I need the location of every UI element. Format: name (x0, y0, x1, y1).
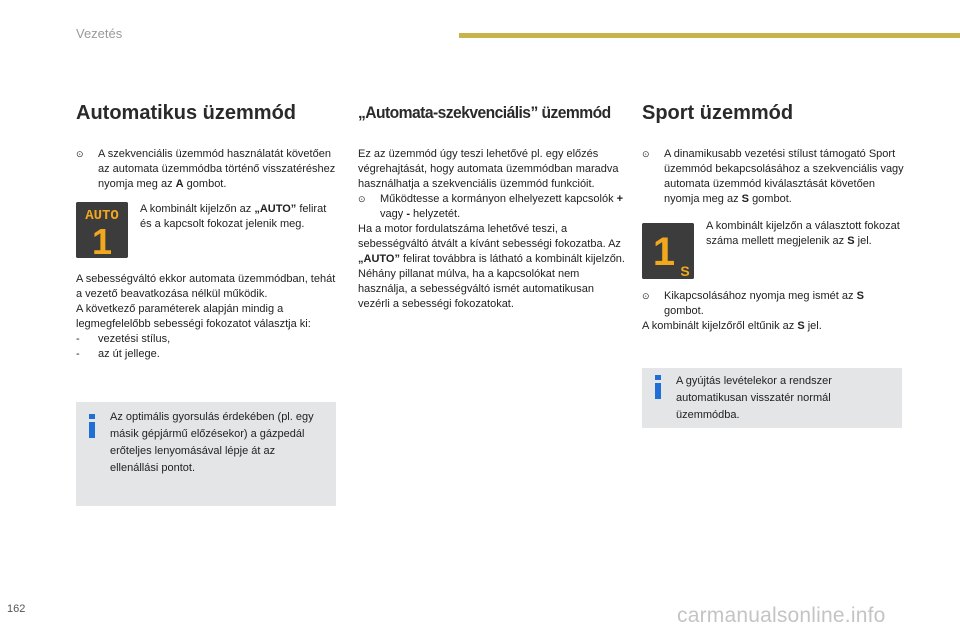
text: helyzetét. (413, 208, 461, 220)
bullet-sport-off (642, 289, 904, 319)
list-item (76, 332, 338, 347)
display-row-auto (76, 202, 338, 258)
bullet-icon: ⊙ (642, 149, 650, 159)
key-label: S (856, 290, 864, 302)
dash: - (76, 348, 80, 360)
minus-label: - (406, 208, 410, 220)
info-text: A gyújtás levételekor a rendszer automatikusan visszatér normál üzemmódba. (676, 375, 832, 421)
display-gear-number: 1 (652, 230, 676, 274)
text: gombot. (752, 193, 792, 205)
bullet-icon: ⊙ (76, 149, 84, 159)
bullet-return-automatic (76, 147, 338, 192)
watermark: carmanualsonline.info (677, 604, 886, 627)
text: Működtesse a kormányon elhelyezett kapcsolók (380, 193, 614, 205)
text: A kombinált kijelzőn a választott fokozat száma mellett megjelenik az (706, 220, 900, 247)
text: gombot. (664, 305, 704, 317)
auto-label: „AUTO” (254, 203, 297, 215)
info-box-ignition (642, 368, 902, 428)
sport-label: S (847, 235, 855, 247)
key-label: A (175, 178, 184, 190)
dash: - (76, 333, 80, 345)
auto-display-icon (76, 202, 128, 258)
info-icon (88, 414, 96, 438)
display-auto-label: AUTO (85, 208, 119, 224)
text: vagy (380, 208, 404, 220)
bullet-paddles (358, 192, 626, 222)
text: felirat továbbra is látható a kombinált kijelzőn. (403, 253, 625, 265)
heading-sport-mode: Sport üzemmód (642, 102, 794, 124)
text: A kombinált kijelzőről eltűnik az (642, 320, 795, 332)
display-sport-label: S (680, 263, 690, 279)
sport-label: S (797, 320, 805, 332)
bullet-sport-on (642, 147, 904, 207)
paragraph-return: Néhány pillanat múlva, ha a kapcsolókat nem használja, a sebességváltó ismét automatikusan vezérli a sebességi fokozatokat. (358, 268, 595, 310)
text: felirat és a kapcsolt fokozat jelenik meg. (140, 203, 327, 230)
text: vezetési stílus, (98, 333, 171, 345)
plus-label: + (616, 193, 624, 205)
paragraph-automatic: A sebességváltó ekkor automata üzemmódban, tehát a vezető beavatkozása nélkül működik. (76, 273, 336, 300)
text: az út jellege. (98, 348, 160, 360)
bullet-icon: ⊙ (642, 291, 650, 301)
display-row-sport (642, 219, 904, 279)
bullet-icon: ⊙ (358, 194, 366, 204)
key-label: S (741, 193, 749, 205)
sport-display-icon (642, 223, 694, 279)
column-sport-mode (642, 100, 904, 334)
header-divider (459, 33, 960, 38)
paragraph-engine-speed (358, 222, 626, 267)
heading-automatic-sequential: „Automata-szekvenciális” üzemmód (358, 103, 611, 122)
section-title: Vezetés (76, 26, 123, 41)
text: jel. (857, 235, 872, 247)
text: jel. (807, 320, 822, 332)
column-automatic-sequential (358, 100, 626, 312)
info-box-acceleration (76, 402, 336, 506)
info-icon (654, 375, 662, 399)
text: A kombinált kijelzőn az (140, 203, 252, 215)
auto-label: „AUTO” (358, 253, 400, 265)
paragraph-intro: Ez az üzemmód úgy teszi lehetővé pl. egy előzés végrehajtását, hogy automata üzemmódban maradva használhatja a szekvenciális üzemmód funkcióit. (358, 148, 619, 190)
text: Kikapcsolásához nyomja meg ismét az (664, 290, 854, 302)
column-automatic-mode (76, 100, 338, 362)
text: A szekvenciális üzemmód használatát követően az automata üzemmódba történő visszatéréshez nyomja meg az (98, 148, 336, 190)
text: gombot. (186, 178, 227, 190)
display-gear-number: 1 (91, 221, 113, 258)
heading-automatic-mode: Automatikus üzemmód (76, 102, 297, 124)
text: Ha a motor fordulatszáma lehetővé teszi, a sebességváltó átvált a kívánt sebességi fokozatba. Az (358, 223, 621, 250)
info-text: Az optimális gyorsulás érdekében (pl. egy másik gépjármű előzésekor) a gázpedál erőteljes lenyomásával lépje át az ellenállási pontot. (110, 411, 314, 474)
page-number: 162 (7, 603, 26, 615)
list-item (76, 347, 338, 362)
paragraph-parameters: A következő paraméterek alapján mindig a legmegfelelőbb sebességi fokozatot választja ki: (76, 303, 311, 330)
text: A dinamikusabb vezetési stílust támogató Sport üzemmód bekapcsolásához a szekvenciális vagy automata üzemmód kiválasztását követően nyomja meg az (664, 148, 904, 205)
paragraph-sport-off (642, 319, 904, 334)
